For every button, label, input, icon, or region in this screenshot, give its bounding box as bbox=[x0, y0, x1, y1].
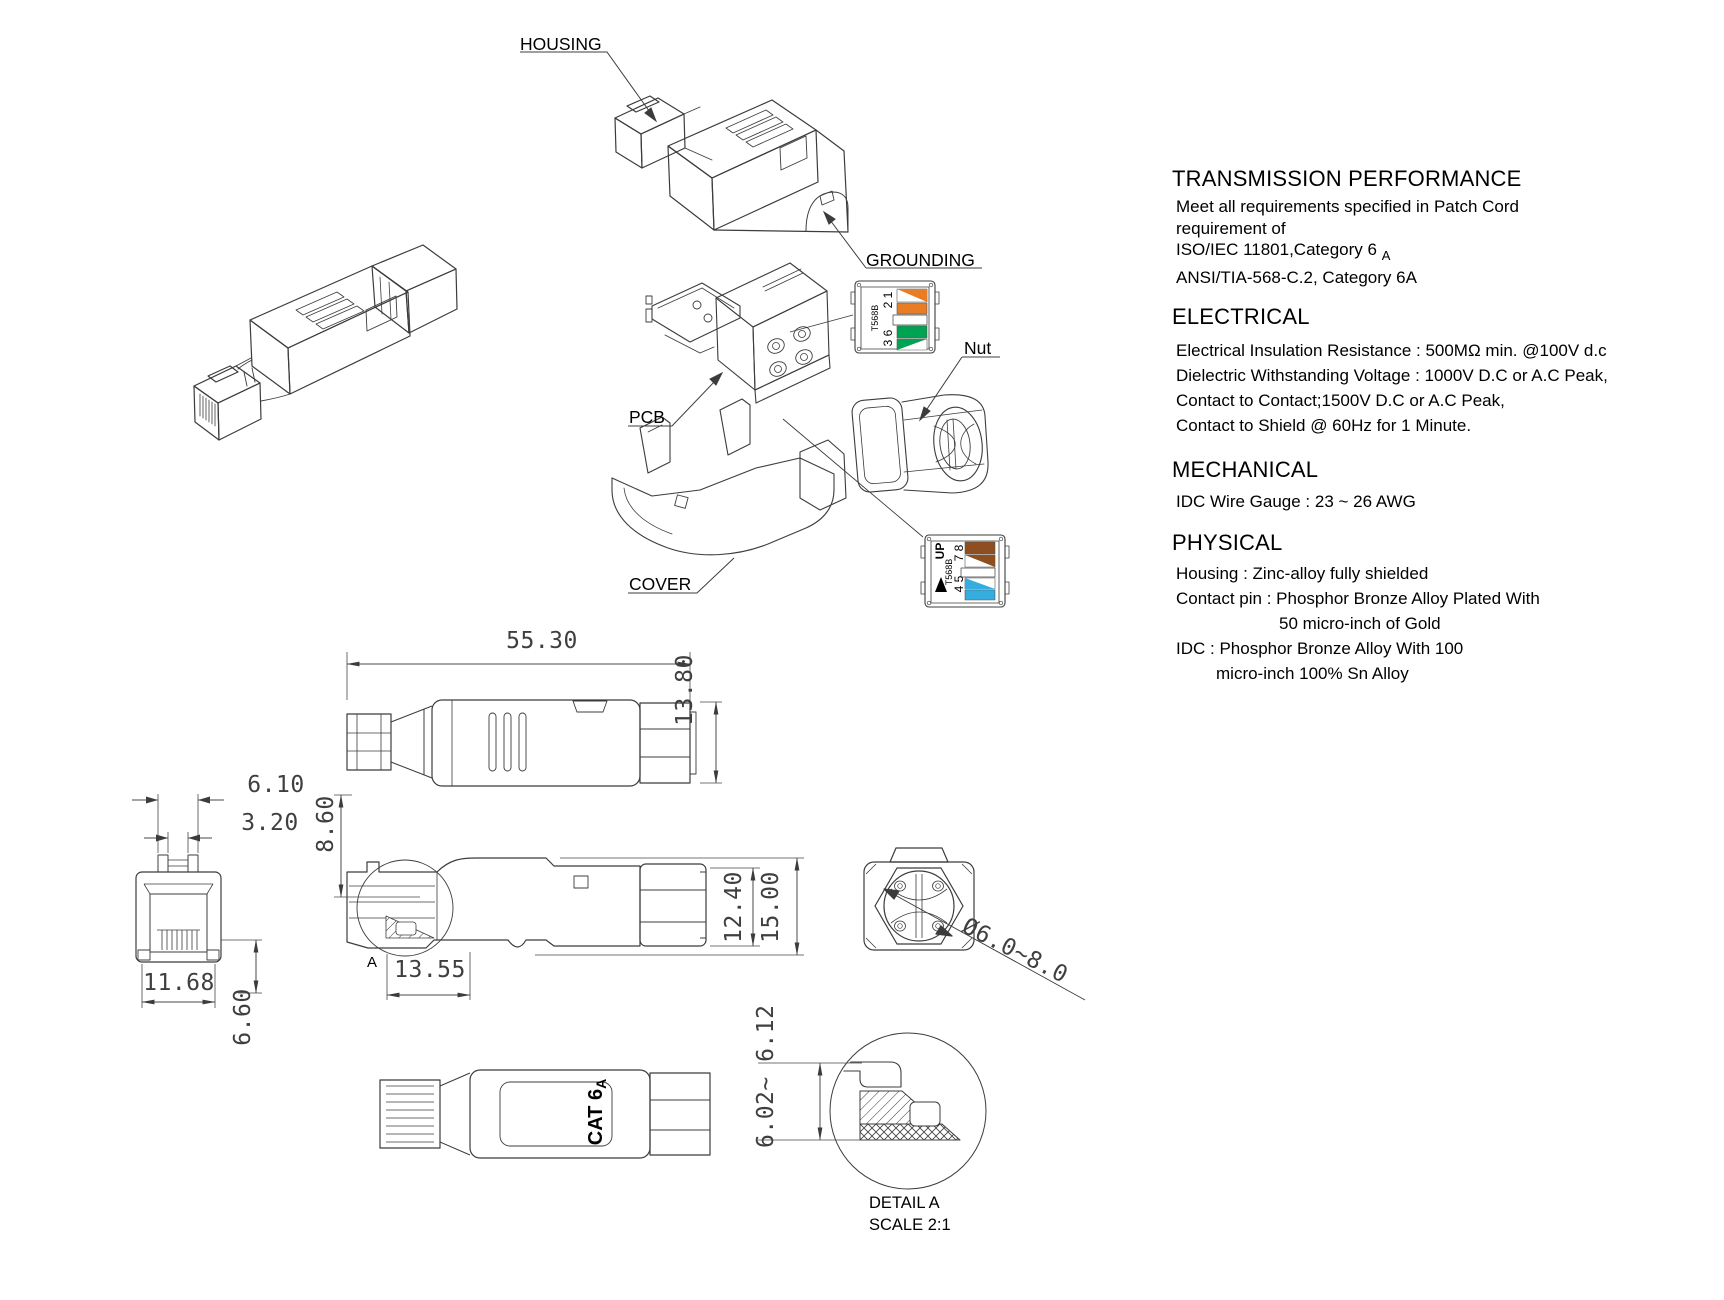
dimension-lines bbox=[132, 652, 952, 1140]
physical-text bbox=[1172, 561, 1540, 686]
exploded-nut-drawing bbox=[851, 395, 988, 493]
electrical-line-3: Contact to Contact;1500V D.C or A.C Peak, bbox=[1176, 391, 1505, 410]
detail-a-view-drawing bbox=[830, 1033, 986, 1189]
dim-total-height: 15.00 bbox=[758, 871, 784, 943]
physical-line-3: 50 micro-inch of Gold bbox=[1279, 614, 1441, 633]
transmission-line-1: Meet all requirements specified in Patch Cord bbox=[1176, 197, 1519, 216]
electrical-line-1: Electrical Insulation Resistance : 500MΩ min. @100V d.c bbox=[1176, 341, 1607, 360]
dim-cable-diameter-range: Ø6.0~8.0 bbox=[957, 913, 1073, 989]
side-view-drawing bbox=[347, 858, 706, 956]
transmission-performance-text bbox=[1172, 196, 1519, 288]
wire-pin6-green-swatch bbox=[897, 326, 927, 338]
label-leader-lines bbox=[520, 52, 1000, 593]
electrical-line-4: Contact to Shield @ 60Hz for 1 Minute. bbox=[1176, 416, 1472, 435]
transmission-line-4: ANSI/TIA-568-C.2, Category 6A bbox=[1176, 267, 1417, 287]
exploded-pcb-assembly-drawing bbox=[646, 263, 830, 403]
nut-label: Nut bbox=[964, 338, 992, 358]
mechanical-text bbox=[1172, 489, 1416, 514]
bottom-view-drawing bbox=[380, 1070, 710, 1158]
wiring-front-pins-lower: 3 6 bbox=[881, 329, 895, 347]
dim-detail-height-range: 6.02~ 6.12 bbox=[753, 1004, 779, 1148]
electrical-text bbox=[1172, 338, 1608, 438]
mechanical-line-1: IDC Wire Gauge : 23 ~ 26 AWG bbox=[1176, 492, 1416, 511]
housing-label: HOUSING bbox=[520, 34, 602, 54]
transmission-performance-heading: TRANSMISSION PERFORMANCE bbox=[1172, 166, 1522, 191]
grounding-label: GROUNDING bbox=[866, 250, 975, 270]
detail-a-scale: SCALE 2:1 bbox=[869, 1216, 951, 1234]
front-view-drawing bbox=[136, 855, 221, 962]
physical-line-2: Contact pin : Phosphor Bronze Alloy Plated With bbox=[1176, 589, 1540, 608]
physical-heading: PHYSICAL bbox=[1172, 530, 1283, 555]
top-view-drawing bbox=[347, 700, 696, 786]
wiring-rear-pins-lower: 4 5 bbox=[952, 575, 966, 593]
cat6a-product-marking: CAT $6_A$ bbox=[585, 1078, 609, 1146]
dim-nose-length: 13.55 bbox=[394, 957, 466, 983]
dim-latch-outer-width: 6.10 bbox=[247, 772, 305, 798]
wiring-rear-pins-upper: 7 8 bbox=[952, 544, 966, 562]
transmission-line-3: ISO/IEC 11801,Category 6 $_A$ bbox=[1176, 240, 1391, 263]
physical-line-4: IDC : Phosphor Bronze Alloy With 100 bbox=[1176, 639, 1464, 658]
pcb-label: PCB bbox=[629, 407, 665, 427]
wiring-front-standard-label: T568B bbox=[870, 304, 880, 332]
wiring-rear-up-label: UP bbox=[933, 542, 947, 560]
cover-label: COVER bbox=[629, 574, 692, 594]
wiring-front-pins-upper: 2 1 bbox=[881, 291, 895, 309]
dim-top-view-height: 13.80 bbox=[672, 654, 698, 726]
electrical-line-2: Dielectric Withstanding Voltage : 1000V D.C or A.C Peak, bbox=[1176, 366, 1608, 385]
dim-front-width: 11.68 bbox=[143, 970, 215, 996]
transmission-line-2: requirement of bbox=[1176, 218, 1286, 238]
dim-front-height: 8.60 bbox=[313, 795, 339, 853]
detail-a-reference-letter: A bbox=[367, 954, 378, 971]
physical-line-1: Housing : Zinc-alloy fully shielded bbox=[1176, 564, 1429, 583]
electrical-heading: ELECTRICAL bbox=[1172, 304, 1310, 329]
dim-body-height: 12.40 bbox=[721, 871, 747, 943]
dim-overall-length: 55.30 bbox=[506, 628, 578, 654]
dim-latch-inner-width: 3.20 bbox=[241, 810, 299, 836]
detail-a-title: DETAIL A bbox=[869, 1194, 940, 1212]
mechanical-heading: MECHANICAL bbox=[1172, 457, 1319, 482]
assembled-connector-isometric-view bbox=[194, 245, 457, 440]
dim-front-lower-height: 6.60 bbox=[230, 988, 256, 1046]
physical-line-5: micro-inch 100% Sn Alloy bbox=[1216, 664, 1409, 683]
detail-a-reference-circle bbox=[357, 860, 453, 956]
wire-pin2-orange-swatch bbox=[897, 303, 927, 314]
wiring-rear-standard-label: T568B bbox=[944, 558, 954, 586]
